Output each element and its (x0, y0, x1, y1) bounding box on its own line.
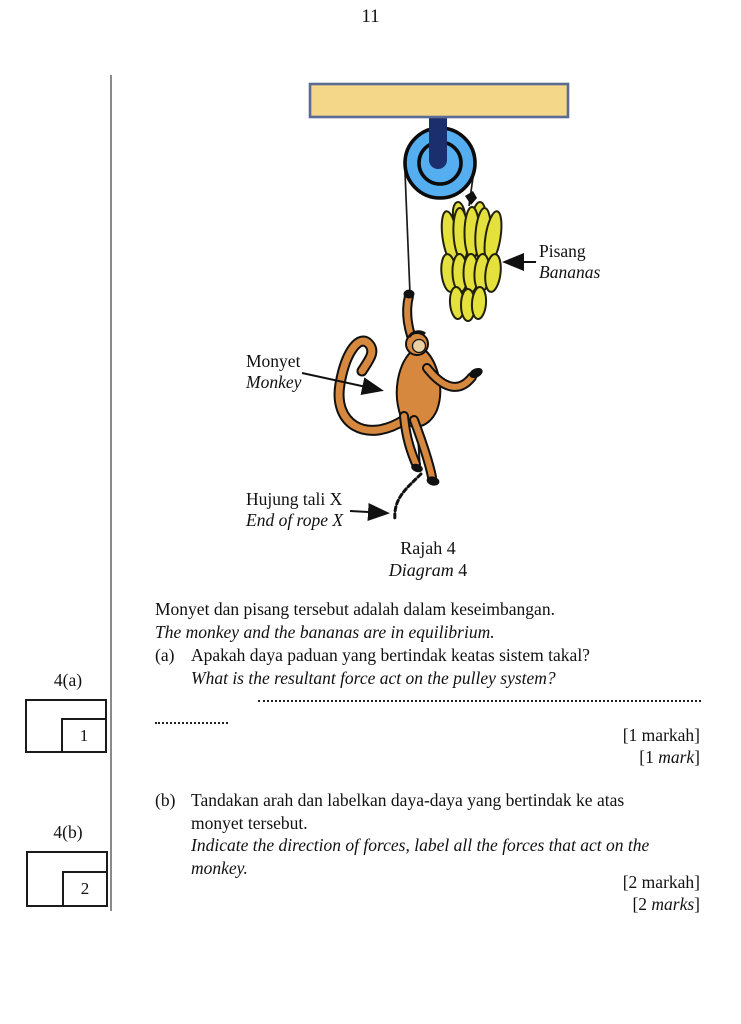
monkey-label-english: Monkey (246, 372, 302, 392)
rope-end-label-malay: Hujung tali X (246, 489, 343, 509)
diagram-caption (368, 537, 488, 581)
score-label-4a: 4(a) (53, 670, 83, 690)
intro-malay: Monyet dan pisang tersebut adalah dalam keseimbangan. (155, 599, 555, 619)
part-a (155, 644, 711, 689)
bananas-label-english: Bananas (539, 262, 601, 282)
score-box-4b (26, 851, 108, 907)
monkey-label (246, 351, 301, 393)
part-a-label: (a) (155, 645, 175, 665)
bananas-label-malay: Pisang (539, 241, 586, 261)
rope-end-arrow (350, 511, 386, 513)
pulley-icon (405, 112, 475, 198)
part-b-question-english-line1: Indicate the direction of forces, label all the forces that act on the (191, 835, 650, 855)
part-b-marks-english: [2 marks] (632, 894, 700, 914)
caption-malay: Rajah 4 (400, 538, 456, 558)
part-b-label: (b) (155, 790, 176, 810)
part-b-question-english-line2: monkey. (191, 857, 248, 878)
score-box-4a (25, 699, 107, 753)
answer-line (258, 700, 701, 702)
score-value-4b: 2 (80, 879, 90, 898)
part-a-question-english: What is the resultant force act on the pulley system? (191, 667, 556, 688)
question-intro (155, 598, 711, 643)
intro-english: The monkey and the bananas are in equilibrium. (155, 621, 495, 642)
part-a-marks-malay: [1 markah] (622, 725, 700, 745)
part-b-marks-malay: [2 markah] (622, 872, 700, 892)
monkey-label-malay: Monyet (246, 351, 301, 371)
pulley-axle (429, 112, 447, 169)
rope-end-label-english: End of rope X (246, 510, 344, 530)
score-value-box-4b (62, 871, 108, 907)
score-value-box-4a (61, 718, 107, 753)
rope-end-label (246, 489, 343, 531)
score-value-4a: 1 (79, 725, 89, 745)
score-label-4b: 4(b) (53, 822, 83, 842)
monkey-illustration (339, 290, 484, 488)
bananas-label (539, 241, 600, 283)
part-b-question-malay-line1: Tandakan arah dan labelkan daya-daya yang bertindak ke atas (191, 790, 625, 810)
part-b-marks (623, 871, 700, 915)
part-b (155, 789, 711, 879)
part-a-marks (623, 724, 700, 768)
ceiling-beam (310, 84, 568, 117)
caption-english: Diagram 4 (388, 560, 468, 580)
page-number: 11 (361, 6, 380, 27)
part-a-marks-english: [1 mark] (639, 747, 700, 767)
answer-line-short (155, 722, 228, 724)
part-a-question-malay: Apakah daya paduan yang bertindak keatas sistem takal? (191, 645, 590, 665)
bananas-illustration (439, 191, 505, 321)
part-b-question-malay-line2: monyet tersebut. (191, 812, 308, 833)
rope-end-x (395, 474, 421, 520)
